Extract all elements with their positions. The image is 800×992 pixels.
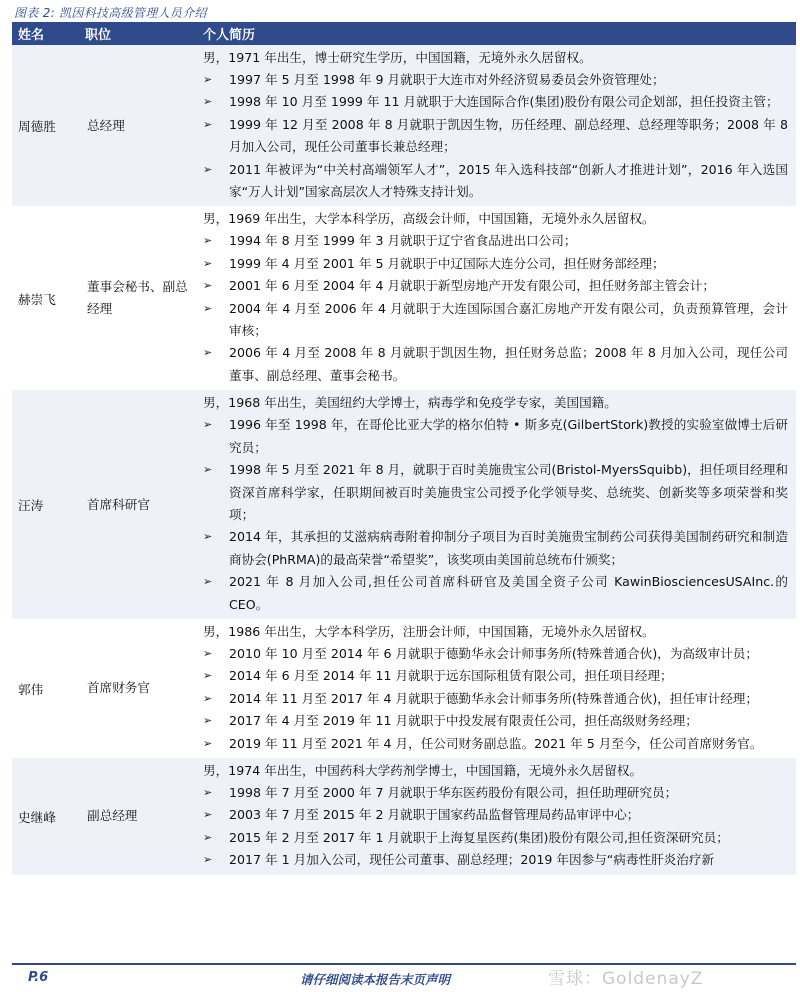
resume-item [203, 643, 788, 665]
person-resume [197, 390, 796, 619]
bullet-arrow-icon: ➢ [203, 279, 213, 293]
person-resume [197, 619, 796, 758]
resume-item-text: 2015 年 2 月至 2017 年 1 月就职于上海复星医药(集团)股份有限公司,担任资深研究员； [229, 829, 729, 845]
resume-item-text: 2021 年 8 月加入公司,担任公司首席科研官及美国全资子公司 KawinBiosciencesUSAInc.的 CEO。 [229, 574, 788, 612]
resume-item [203, 733, 788, 755]
bullet-arrow-icon: ➢ [203, 530, 213, 544]
resume-intro: 男，1969 年出生，大学本科学历，高级会计师，中国国籍，无境外永久居留权。 [203, 211, 655, 227]
table-row [12, 206, 796, 390]
resume-item [203, 159, 788, 204]
bullet-arrow-icon: ➢ [203, 669, 213, 683]
bullet-arrow-icon: ➢ [203, 95, 213, 109]
person-name: 汪涛 [12, 390, 79, 619]
table-row [12, 390, 796, 619]
table-body [12, 45, 796, 875]
bullet-arrow-icon: ➢ [203, 234, 213, 248]
bullet-arrow-icon: ➢ [203, 346, 213, 360]
person-position: 董事会秘书、副总经理 [79, 206, 197, 390]
header-position: 职位 [79, 22, 197, 45]
resume-item-text: 2011 年被评为“中关村高端领军人才”，2015 年入选科技部“创新人才推进计划”，2016 年入选国家“万人计划”国家高层次人才特殊支持计划。 [229, 161, 788, 200]
bullet-arrow-icon: ➢ [203, 256, 213, 270]
person-name: 周德胜 [12, 45, 79, 206]
table-header-row [12, 22, 796, 45]
resume-item-text: 1998 年 7 月至 2000 年 7 月就职于华东医药股份有限公司，担任助理研究员； [229, 784, 678, 800]
header-resume: 个人简历 [197, 22, 796, 45]
resume-item [203, 253, 788, 275]
management-table [12, 22, 796, 875]
resume-item-text: 2006 年 4 月至 2008 年 8 月就职于凯因生物，担任财务总监；2008 年 8 月加入公司，现任公司董事、副总经理、董事会秘书。 [229, 345, 788, 383]
bullet-arrow-icon: ➢ [203, 646, 213, 660]
resume-item-text: 1996 年至 1998 年，在哥伦比亚大学的格尔伯特 • 斯多克(GilbertStork)教授的实验室做博士后研究员； [229, 417, 788, 455]
resume-item-text: 2014 年 6 月至 2014 年 11 月就职于远东国际租赁有限公司，担任项目经理； [229, 668, 673, 684]
resume-item-text: 1994 年 8 月至 1999 年 3 月就职于辽宁省食品进出口公司； [229, 233, 577, 249]
table-row [12, 45, 796, 206]
resume-item [203, 91, 788, 113]
page-number: P.6 [28, 970, 49, 985]
resume-item [203, 526, 788, 571]
resume-item-text: 2014 年 11 月至 2017 年 4 月就职于德勤华永会计师事务所(特殊普通合伙)，担任审计经理； [229, 690, 758, 706]
resume-item-text: 2017 年 1 月加入公司，现任公司董事、副总经理；2019 年因参与“病毒性肝炎治疗新 [229, 852, 715, 868]
resume-item [203, 69, 788, 91]
resume-item [203, 342, 788, 387]
resume-item-text: 2004 年 4 月至 2006 年 4 月就职于大连国际国合嘉汇房地产开发有限公司，负责预算管理，会计审核； [229, 300, 788, 339]
person-resume [197, 45, 796, 206]
resume-item-text: 2010 年 10 月至 2014 年 6 月就职于德勤华永会计师事务所(特殊普通合伙)，为高级审计员； [229, 645, 758, 661]
resume-intro: 男，1968 年出生，美国纽约大学博士，病毒学和免疫学专家，美国国籍。 [203, 395, 617, 411]
bullet-arrow-icon: ➢ [203, 162, 213, 176]
resume-item-text: 2003 年 7 月至 2015 年 2 月就职于国家药品监督管理局药品审评中心； [229, 807, 640, 823]
resume-item [203, 688, 788, 710]
bullet-arrow-icon: ➢ [203, 575, 213, 589]
bullet-arrow-icon: ➢ [203, 301, 213, 315]
bullet-arrow-icon: ➢ [203, 808, 213, 822]
person-position: 首席财务官 [79, 619, 197, 758]
resume-item-text: 1998 年 5 月至 2021 年 8 月，就职于百时美施贵宝公司(Bristol-MyersSquibb)，担任项目经理和资深首席科学家，任职期间被百时美施贵宝公司授予化学领导奖、总统奖、创新奖等多项荣誉和奖项； [229, 462, 788, 522]
table-caption: 图表 2: 凯因科技高级管理人员介绍 [14, 6, 207, 20]
resume-item [203, 827, 788, 849]
resume-item [203, 571, 788, 616]
resume-intro: 男，1971 年出生，博士研究生学历，中国国籍，无境外永久居留权。 [203, 50, 592, 65]
footer-disclaimer: 请仔细阅读本报告末页声明 [300, 972, 451, 987]
bullet-arrow-icon: ➢ [203, 463, 213, 477]
bullet-arrow-icon: ➢ [203, 418, 213, 432]
resume-item-text: 1998 年 10 月至 1999 年 11 月就职于大连国际合作(集团)股份有限公司企划部，担任投资主管； [229, 94, 779, 110]
bullet-arrow-icon: ➢ [203, 830, 213, 844]
resume-item [203, 275, 788, 297]
resume-item [203, 230, 788, 252]
resume-item-text: 2019 年 11 月至 2021 年 4 月，任公司财务副总监。2021 年 5 月至今，任公司首席财务官。 [229, 735, 763, 751]
resume-intro: 男，1974 年出生，中国药科大学药剂学博士，中国国籍，无境外永久居留权。 [203, 762, 643, 778]
person-position: 总经理 [79, 45, 197, 206]
resume-item-text: 1999 年 12 月至 2008 年 8 月就职于凯因生物，历任经理、副总经理、总经理等职务；2008 年 8 月加入公司，现任公司董事长兼总经理； [229, 116, 788, 155]
person-name: 郭伟 [12, 619, 79, 758]
person-name: 赫崇飞 [12, 206, 79, 390]
resume-item-text: 2014 年，其承担的艾滋病病毒附着抑制分子项目为百时美施贵宝制药公司获得美国制药研究和制造商协会(PhRMA)的最高荣誉“希望奖”，该奖项由美国前总统布什颁奖； [229, 529, 788, 567]
table-row [12, 758, 796, 875]
person-resume [197, 758, 796, 875]
resume-item [203, 114, 788, 159]
resume-item [203, 804, 788, 826]
resume-item [203, 849, 788, 871]
bullet-arrow-icon: ➢ [203, 714, 213, 728]
bullet-arrow-icon: ➢ [203, 785, 213, 799]
resume-item [203, 710, 788, 732]
person-position: 副总经理 [79, 758, 197, 875]
resume-item [203, 298, 788, 343]
bullet-arrow-icon: ➢ [203, 736, 213, 750]
bullet-arrow-icon: ➢ [203, 691, 213, 705]
table-row [12, 619, 796, 758]
resume-item [203, 459, 788, 526]
watermark: 雪球：GoldenayZ [548, 969, 704, 989]
person-position: 首席科研官 [79, 390, 197, 619]
person-name: 史继峰 [12, 758, 79, 875]
resume-intro: 男，1986 年出生，大学本科学历，注册会计师，中国国籍，无境外永久居留权。 [203, 623, 655, 639]
bullet-arrow-icon: ➢ [203, 73, 213, 86]
person-resume [197, 206, 796, 390]
resume-item [203, 665, 788, 687]
resume-item [203, 414, 788, 459]
bullet-arrow-icon: ➢ [203, 117, 213, 131]
resume-item-text: 1997 年 5 月至 1998 年 9 月就职于大连市对外经济贸易委员会外资管理处； [229, 72, 665, 87]
resume-item-text: 1999 年 4 月至 2001 年 5 月就职于中辽国际大连分公司，担任财务部经理； [229, 255, 665, 271]
bullet-arrow-icon: ➢ [203, 853, 213, 867]
header-name: 姓名 [12, 22, 79, 45]
resume-item-text: 2017 年 4 月至 2019 年 11 月就职于中投发展有限责任公司，担任高级财务经理； [229, 713, 698, 729]
resume-item [203, 782, 788, 804]
resume-item-text: 2001 年 6 月至 2004 年 4 月就职于新型房地产开发有限公司，担任财务部主管会计； [229, 278, 715, 294]
